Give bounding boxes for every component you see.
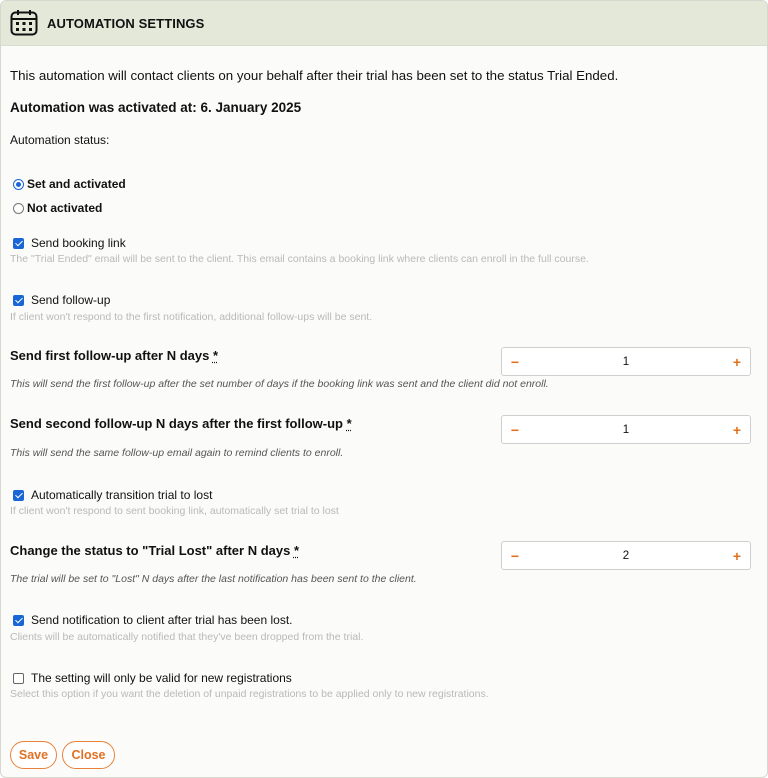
checkbox[interactable] bbox=[13, 238, 24, 249]
panel-title: AUTOMATION SETTINGS bbox=[47, 15, 205, 31]
radio-label: Set and activated bbox=[27, 177, 126, 191]
radio-button[interactable] bbox=[13, 203, 24, 214]
new-registrations-checkbox[interactable] bbox=[13, 671, 292, 685]
checkbox-label: The setting will only be valid for new registrations bbox=[31, 671, 292, 685]
plus-icon[interactable]: + bbox=[732, 547, 742, 564]
new-registrations-hint: Select this option if you want the deletion of unpaid registrations to be applied only to new registrations. bbox=[10, 688, 489, 700]
label-text: Change the status to "Trial Lost" after N days bbox=[10, 543, 291, 558]
checkbox-label: Send follow-up bbox=[31, 293, 111, 307]
radio-button[interactable] bbox=[13, 179, 24, 190]
required-marker: * bbox=[346, 416, 352, 431]
intro-text: This automation will contact clients on your behalf after their trial has been set to the status Trial Ended. bbox=[10, 68, 619, 83]
calendar-icon bbox=[10, 9, 38, 37]
send-booking-checkbox[interactable] bbox=[13, 236, 126, 250]
notify-lost-checkbox[interactable] bbox=[13, 613, 293, 627]
minus-icon[interactable]: − bbox=[510, 421, 520, 438]
first-followup-label bbox=[10, 348, 218, 363]
required-marker: * bbox=[212, 348, 219, 363]
minus-icon[interactable]: − bbox=[510, 353, 520, 370]
send-followup-checkbox[interactable] bbox=[13, 293, 110, 307]
send-followup-hint: If client won't respond to the first notification, additional follow-ups will be sent. bbox=[10, 311, 373, 323]
stepper-value[interactable]: 2 bbox=[622, 549, 630, 562]
checkbox[interactable] bbox=[13, 295, 24, 306]
activated-date: Automation was activated at: 6. January 2025 bbox=[10, 100, 302, 115]
second-followup-label bbox=[10, 416, 352, 431]
label-text: Send second follow-up N days after the first follow-up bbox=[10, 416, 343, 431]
send-booking-hint: The "Trial Ended" email will be sent to the client. This email contains a booking link where clients can enroll in the full course. bbox=[10, 253, 589, 265]
radio-set-activated[interactable] bbox=[13, 177, 126, 191]
auto-transition-hint: If client won't respond to sent booking link, automatically set trial to lost bbox=[10, 505, 339, 517]
auto-transition-checkbox[interactable] bbox=[13, 488, 212, 502]
checkbox[interactable] bbox=[13, 615, 24, 626]
checkbox[interactable] bbox=[13, 673, 24, 684]
radio-not-activated[interactable] bbox=[13, 201, 102, 215]
status-lost-hint: The trial will be set to "Lost" N days after the last notification has been sent to the client. bbox=[10, 573, 417, 585]
checkbox-label: Send booking link bbox=[31, 236, 126, 250]
checkbox[interactable] bbox=[13, 490, 24, 501]
panel-header bbox=[1, 1, 767, 46]
checkbox-label: Send notification to client after trial has been lost. bbox=[31, 613, 293, 627]
save-button[interactable]: Save bbox=[10, 741, 57, 769]
plus-icon[interactable]: + bbox=[732, 421, 742, 438]
radio-label: Not activated bbox=[27, 201, 103, 215]
status-lost-stepper[interactable] bbox=[501, 541, 751, 570]
notify-lost-hint: Clients will be automatically notified that they've been dropped from the trial. bbox=[10, 631, 364, 643]
second-followup-hint: This will send the same follow-up email again to remind clients to enroll. bbox=[10, 447, 344, 459]
stepper-value[interactable]: 1 bbox=[622, 423, 630, 436]
second-followup-stepper[interactable] bbox=[501, 415, 751, 444]
close-button[interactable]: Close bbox=[62, 741, 115, 769]
required-marker: * bbox=[293, 543, 300, 558]
label-text: Send first follow-up after N days bbox=[10, 348, 210, 363]
status-lost-label bbox=[10, 543, 299, 558]
plus-icon[interactable]: + bbox=[732, 353, 742, 370]
stepper-value[interactable]: 1 bbox=[622, 355, 630, 368]
minus-icon[interactable]: − bbox=[510, 547, 520, 564]
checkbox-label: Automatically transition trial to lost bbox=[31, 488, 213, 502]
first-followup-hint: This will send the first follow-up after the set number of days if the booking link was sent and the client did not enroll. bbox=[10, 378, 549, 390]
first-followup-stepper[interactable] bbox=[501, 347, 751, 376]
status-label: Automation status: bbox=[10, 133, 110, 147]
